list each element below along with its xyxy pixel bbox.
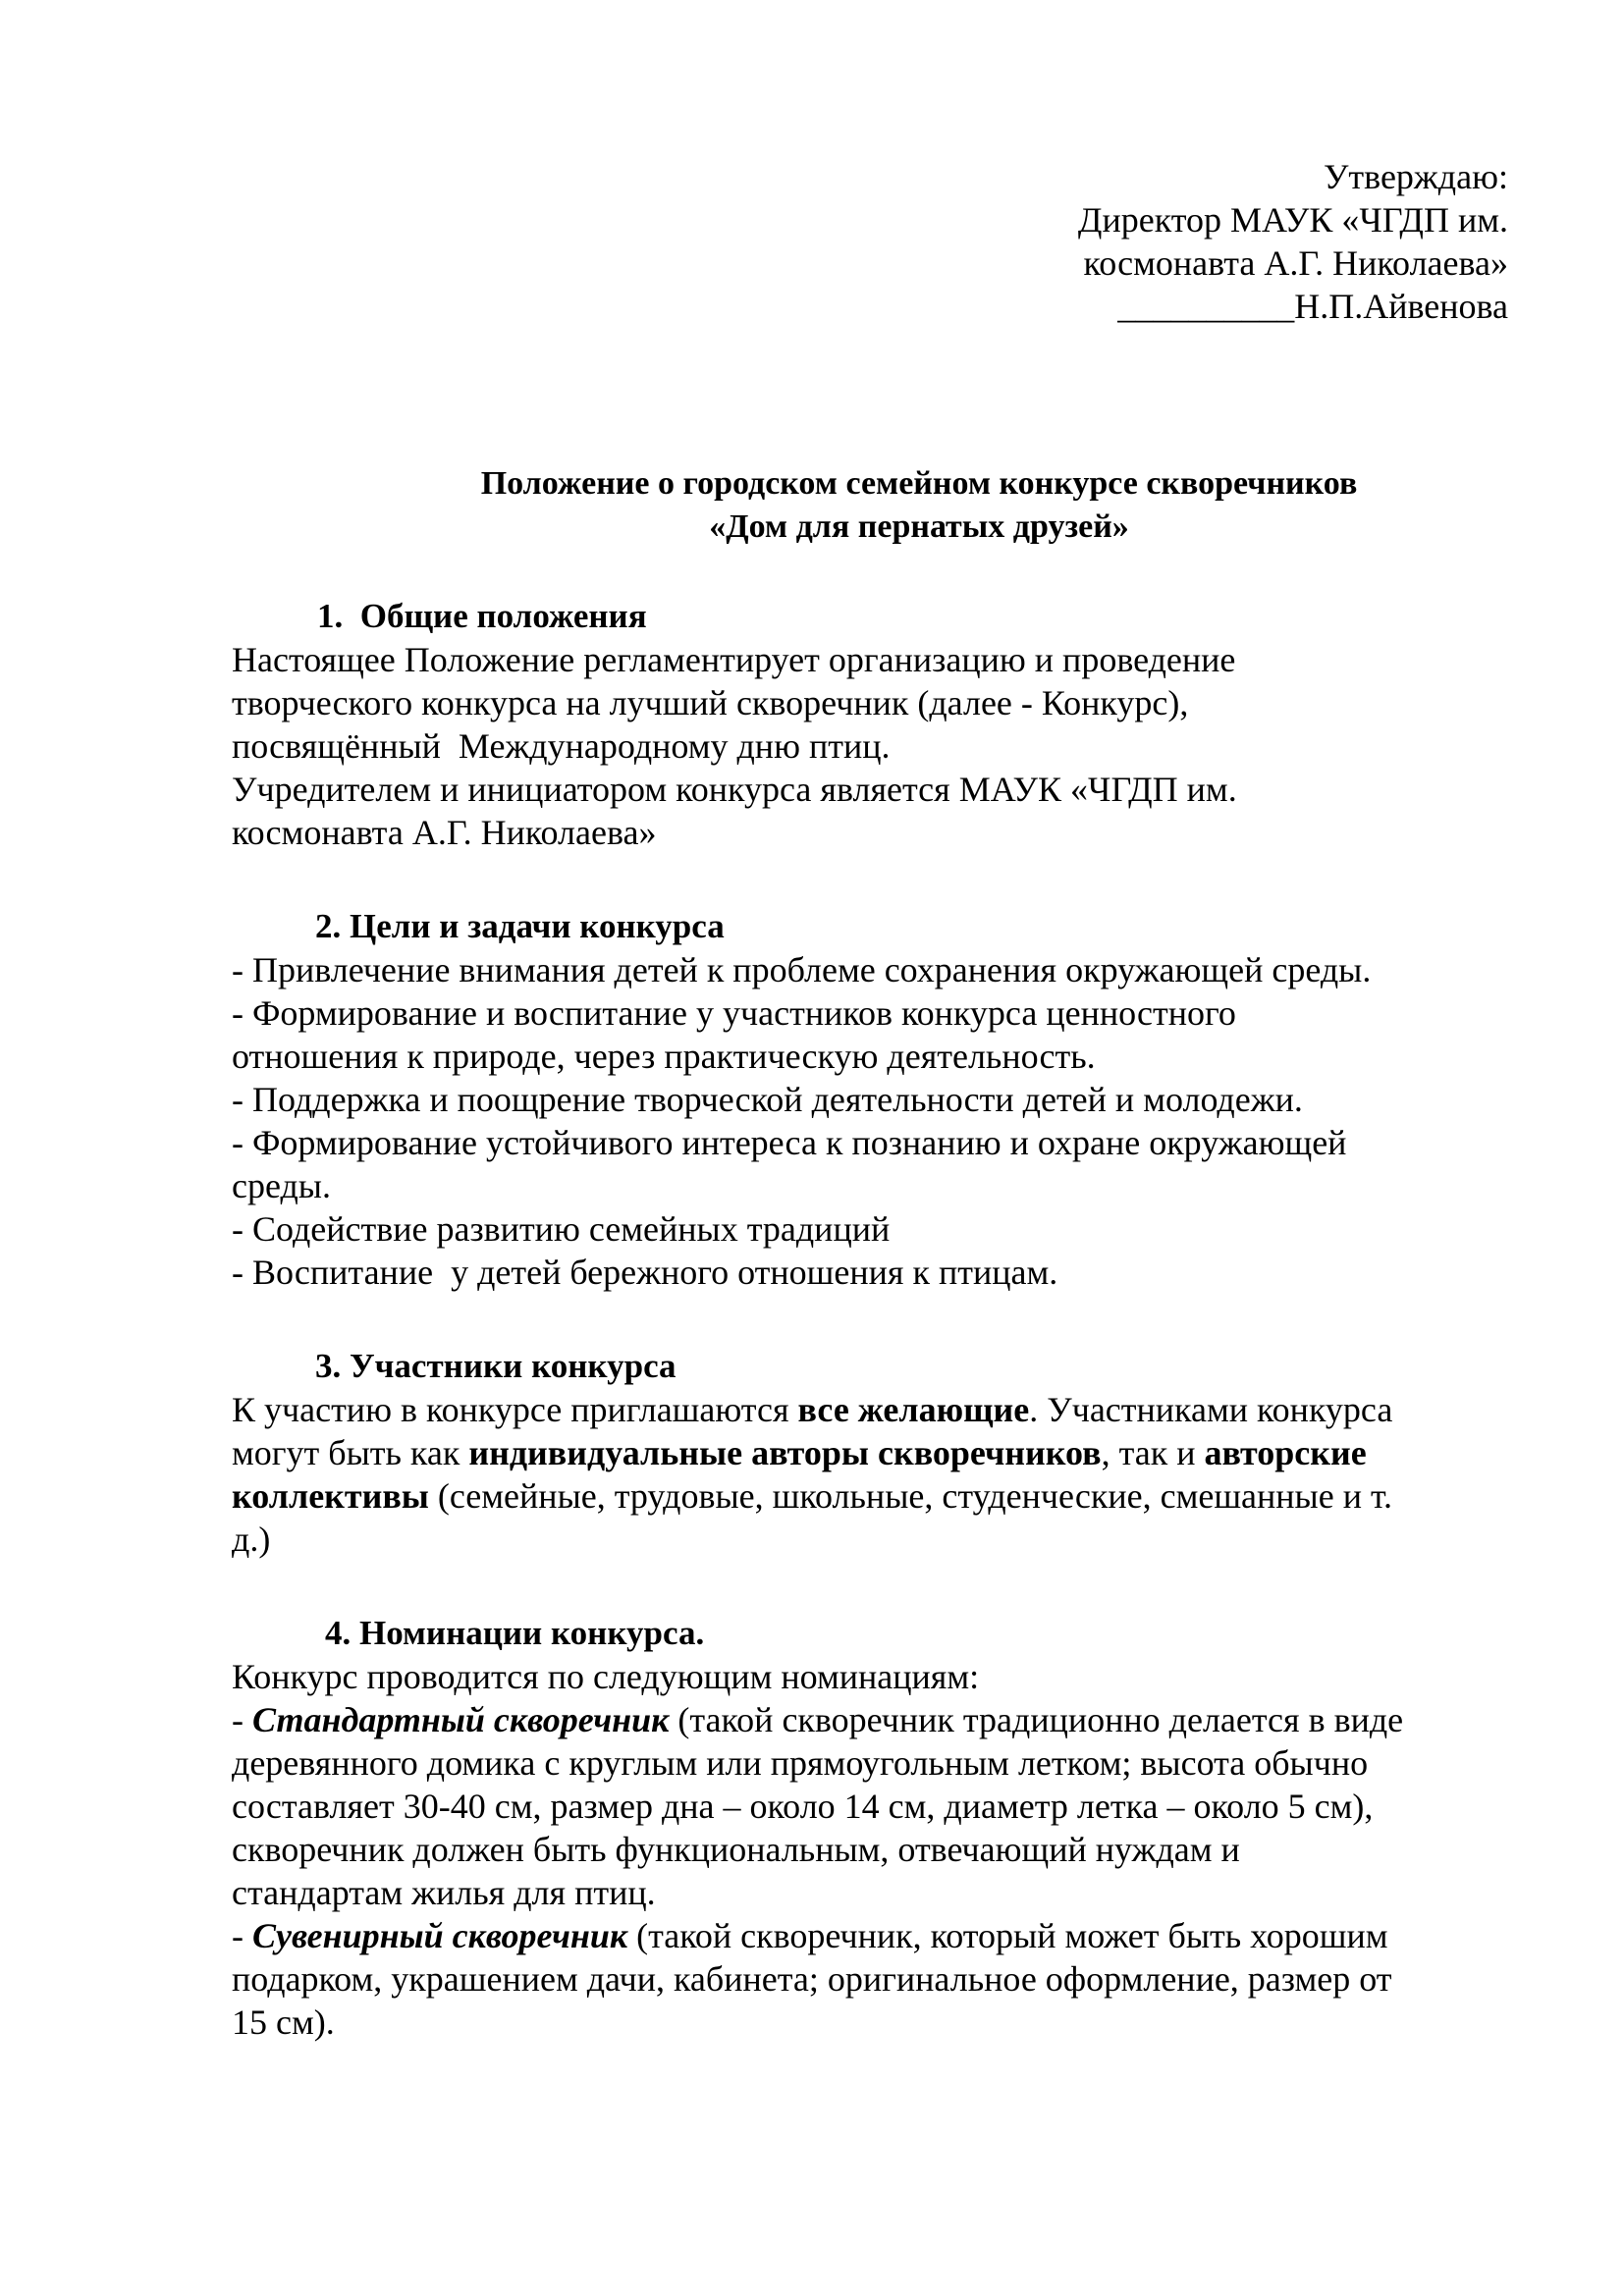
text-line: Учредителем и инициатором конкурса является МАУК «ЧГДП им. [232,770,1237,809]
approval-block [1078,155,1508,328]
text-run: могут быть как [232,1433,469,1472]
list-item: - Поддержка и поощрение творческой деятельности детей и молодежи. [232,1080,1303,1119]
document-body [232,595,1528,2044]
list-item: среды. [232,1166,331,1205]
emphasis: авторские [1204,1433,1367,1472]
list-item: отношения к природе, через практическую деятельность. [232,1037,1096,1076]
text-line [232,1388,1528,1431]
nomination-item [232,1698,1528,1741]
emphasis: все желающие [797,1390,1030,1429]
text-line: Настоящее Положение регламентирует организацию и проведение [232,640,1236,679]
text-run: - [232,1916,252,1955]
spacer [232,1294,1528,1345]
emphasis: коллективы [232,1476,429,1516]
text-line [232,1431,1528,1474]
text-line: космонавта А.Г. Николаева» [232,813,657,852]
text-run: - [232,1700,252,1739]
approval-line: Утверждаю: [1323,157,1508,196]
nomination-item [232,1914,1528,1957]
section-participants-body [232,1388,1528,1561]
title-line: Положение о городском семейном конкурсе скворечников [480,465,1358,502]
text-line: 15 см). [232,2002,335,2042]
text-run: (такой скворечник традиционно делается в виде [669,1700,1404,1739]
section-goals-body [232,948,1528,1294]
list-item: - Содействие развитию семейных традиций [232,1209,891,1249]
text-run: , так и [1101,1433,1205,1472]
section-heading-general: 1. Общие положения [317,597,647,635]
text-run: К участию в конкурсе приглашаются [232,1390,798,1429]
nomination-term: Сувенирный скворечник [252,1916,628,1955]
section-heading-goals: 2. Цели и задачи конкурса [315,907,725,945]
text-line: составляет 30-40 см, размер дна – около 14 см, диаметр летка – около 5 см), [232,1787,1374,1826]
list-item: - Привлечение внимания детей к проблеме сохранения окружающей среды. [232,950,1372,989]
list-item: - Формирование устойчивого интереса к познанию и охране окружающей [232,1123,1347,1162]
text-run: (такой скворечник, который может быть хорошим [627,1916,1388,1955]
title-line: «Дом для пернатых друзей» [709,508,1129,545]
text-line: Конкурс проводится по следующим номинациям: [232,1657,980,1696]
signature-line: __________Н.П.Айвенова [1117,287,1508,326]
text-run: (семейные, трудовые, школьные, студенческие, смешанные и т. [428,1476,1393,1516]
text-line: д.) [232,1520,271,1559]
spacer [232,1561,1528,1612]
approval-line: Директор МАУК «ЧГДП им. [1077,200,1508,240]
section-heading-nominations: 4. Номинации конкурса. [325,1614,705,1652]
text-line: творческого конкурса на лучший скворечник (далее - Конкурс), [232,683,1189,722]
section-general-body [232,638,1528,854]
text-line: скворечник должен быть функциональным, отвечающий нуждам и [232,1830,1240,1869]
text-line: деревянного домика с круглым или прямоугольным летком; высота обычно [232,1743,1369,1783]
spacer [232,854,1528,905]
text-line [232,1474,1528,1518]
nomination-term: Стандартный скворечник [252,1700,670,1739]
list-item: - Воспитание у детей бережного отношения к птицам. [232,1253,1058,1292]
text-line: подарком, украшением дачи, кабинета; оригинальное оформление, размер от [232,1959,1392,1999]
list-item: - Формирование и воспитание у участников конкурса ценностного [232,993,1236,1033]
approval-line: космонавта А.Г. Николаева» [1083,243,1508,283]
section-nominations-body [232,1655,1528,2044]
text-line: стандартам жилья для птиц. [232,1873,656,1912]
section-heading-participants: 3. Участники конкурса [315,1347,677,1385]
text-line: посвящённый Международному дню птиц. [232,726,891,766]
document-title [232,462,1606,549]
emphasis: индивидуальные авторы скворечников [468,1433,1102,1472]
text-run: . Участниками конкурса [1029,1390,1393,1429]
